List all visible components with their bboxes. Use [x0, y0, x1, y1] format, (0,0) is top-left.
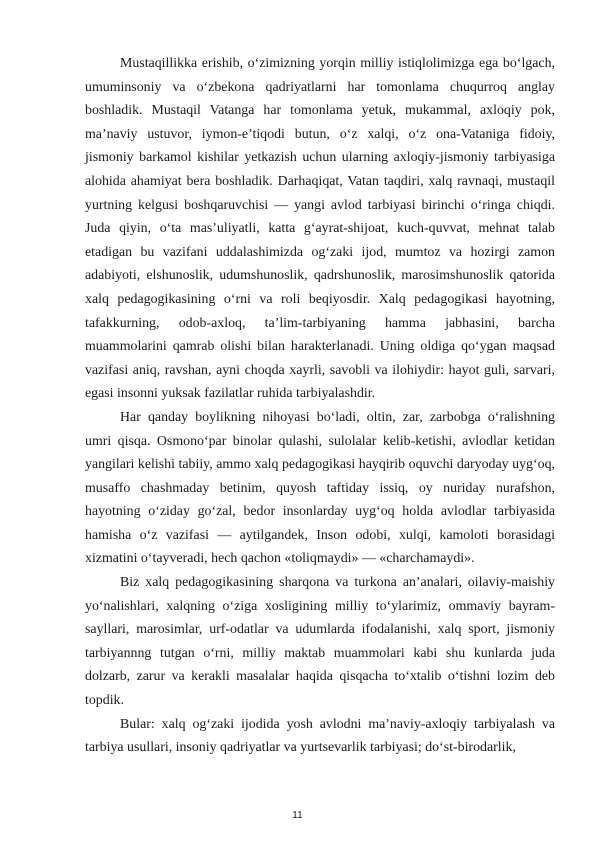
paragraph-2: Har qanday boylikning nihoyasi bo‘ladi, oltin, zar, zarbobga o‘ralishning umri qisqa. Osmono‘par binolar qulashi, sulolalar kelib-ketishi, avlodlar ketidan yangilari kelishi tabiiy, ammo xalq pedagogikasi hayqirib oquvchi daryoday uyg‘oq, musaffo chashmaday betinim, quyosh taftiday issiq, oy nuriday nurafshon, hayotning o‘ziday go‘zal, bedor insonlarday uyg‘oq holda avlodlar tarbiyasida hamisha o‘z vazifasi — aytilgandek, Inson odobi, xulqi, kamoloti borasidagi xizmatini o‘tayveradi, hech qachon «toliqmaydi» — «charchamaydi».: [85, 409, 555, 567]
paragraph-3: Biz xalq pedagogikasining sharqona va turkona an’analari, oilaviy-maishiy yo‘nalishlari, xalqning o‘ziga xosligining milliy to‘ylarimiz, ommaviy bayram-sayllari, marosimlar, urf-odatlar va udumlarda ifodalanishi, xalq sport, jismoniy tarbiyannng tutgan o‘rni, milliy maktab muammolari kabi shu kunlarda juda dolzarb, zarur va kerakli masalalar haqida qisqacha to‘xtalib o‘tishni lozim deb topdik.: [85, 575, 555, 709]
page-number: 11: [292, 810, 303, 821]
paragraph-4: Bular: xalq og‘zaki ijodida yosh avlodni ma’naviy-axloqiy tarbiyalash va tarbiya usullari, insoniy qadriyatlar va yurtsevarlik tarbiyasi; do‘st-birodarlik,: [85, 716, 555, 756]
document-body: [85, 52, 555, 760]
paragraph-1: Mustaqillikka erishib, o‘zimizning yorqin milliy istiqlolimizga ega bo‘lgach, umuminsoniy va o‘zbekona qadriyatlarni har tomonlama chuqurroq anglay boshladik. Mustaqil Vatanga har tomonlama yetuk, mukammal, axloqiy pok, ma’naviy ustuvor, iymon-e’tiqodi butun, o‘z xalqi, o‘z ona-Vataniga fidoiy, jismoniy barkamol kishilar yetkazish uchun ularning axloqiy-jismoniy tarbiyasiga alohida ahamiyat bera boshladik. Darhaqiqat, Vatan taqdiri, xalq ravnaqi, mustaqil yurtning kelgusi boshqaruvchisi — yangi avlod tarbiyasi birinchi o‘ringa chiqdi. Juda qiyin, o‘ta mas’uliyatli, katta g‘ayrat-shijoat, kuch-quvvat, mehnat talab etadigan bu vazifani uddalashimizda og‘zaki ijod, mumtoz va hozirgi zamon adabiyoti, elshunoslik, udumshunoslik, qadrshunoslik, marosimshunoslik qatorida xalq pedagogikasining o‘rni va roli beqiyosdir. Xalq pedagogikasi hayotning, tafakkurning, odob-axloq, ta’lim-tarbiyaning hamma jabhasini, barcha muammolarini qamrab olishi bilan harakterlanadi. Uning oldiga qo‘ygan maqsad vazifasi aniq, ravshan, ayni choqda xayrli, savobli va ilohiydir: hayot guli, sarvari, egasi insonni yuksak fazilatlar ruhida tarbiyalashdir.: [85, 56, 555, 402]
